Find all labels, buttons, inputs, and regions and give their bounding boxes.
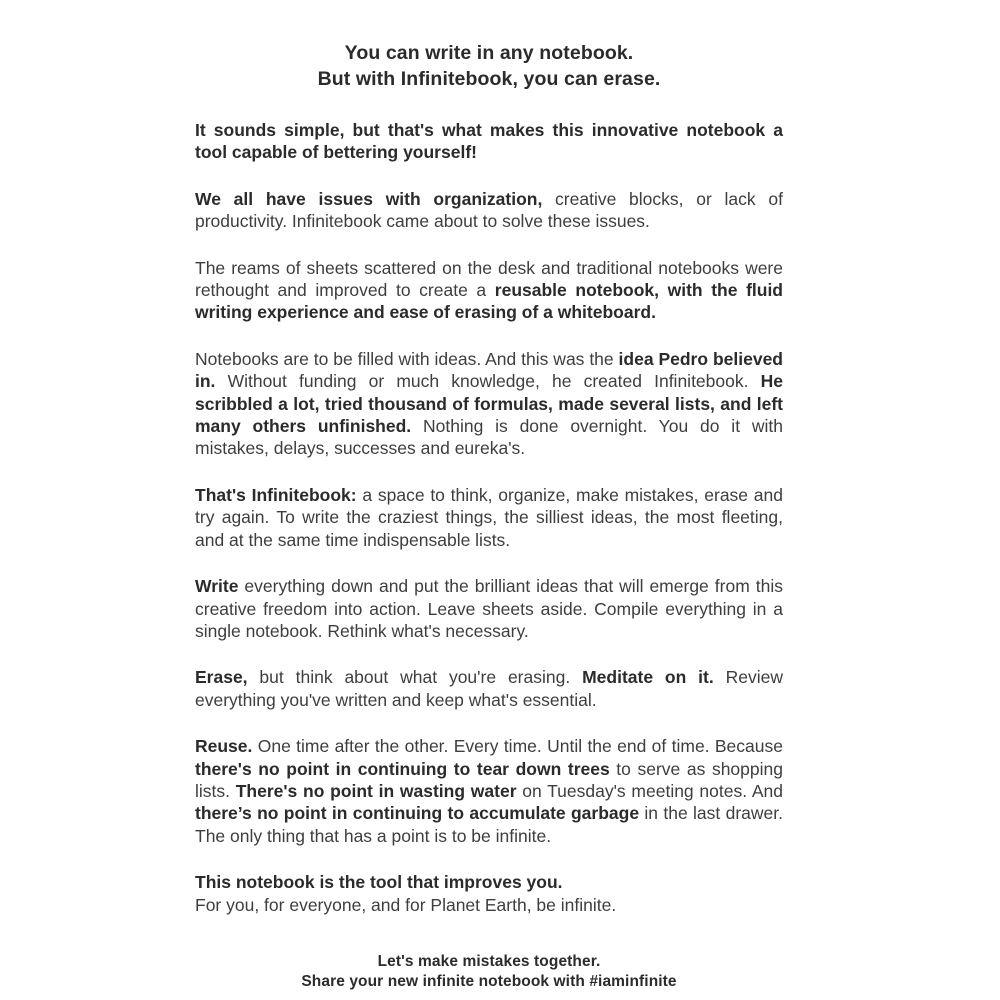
paragraph <box>195 575 783 642</box>
paragraph <box>195 257 783 324</box>
paragraph-bold-run: We all have issues with organization, <box>195 188 543 209</box>
paragraph <box>195 871 783 916</box>
page-title-line-1: You can write in any notebook. <box>344 42 634 64</box>
paragraph-bold-run: Reuse. <box>195 736 253 757</box>
paragraph-bold-run: there’s no point in continuing to accumulate garbage <box>195 803 640 824</box>
paragraph-bold-run: This notebook is the tool that improves you. <box>195 872 563 893</box>
paragraph-bold-run: idea Pedro believed in. <box>195 348 783 392</box>
body-paragraphs <box>195 119 783 916</box>
paragraph-text-run: a space to think, organize, make mistakes, erase and try again. To write the craziest things, the silliest ideas, the most fleeting, and at the same time indispensable lists. <box>195 484 783 550</box>
paragraph-text-run: The reams of sheets scattered on the desk and traditional notebooks were rethought and improved to create a <box>195 257 783 301</box>
paragraph-bold-run: It sounds simple, but that's what makes this innovative notebook a tool capable of bettering yourself! <box>195 120 783 163</box>
paragraph-text-run: everything down and put the brilliant ideas that will emerge from this creative freedom into action. Leave sheets aside. Compile everything in a single notebook. Rethink what's necessary. <box>195 576 783 641</box>
footer-tagline <box>195 952 783 992</box>
paragraph-text-run: Nothing is done overnight. You do it with mistakes, delays, successes and eureka's. <box>195 416 783 459</box>
document-content <box>195 40 783 992</box>
paragraph-text-run: on Tuesday's meeting notes. And <box>516 780 783 801</box>
paragraph <box>195 188 783 233</box>
paragraph <box>195 735 783 847</box>
paragraph-text-run: but think about what you're erasing. <box>247 667 583 688</box>
paragraph-text-run: One time after the other. Every time. Until the end of time. Because <box>252 736 783 757</box>
paragraph <box>195 484 783 551</box>
paragraph-bold-run: Write <box>195 576 239 597</box>
paragraph-bold-run: there's no point in continuing to tear down trees <box>195 758 610 779</box>
page-title-line-2: But with Infinitebook, you can erase. <box>317 68 661 90</box>
paragraph-bold-run: reusable notebook, with the fluid writing experience and ease of erasing of a whiteboard. <box>195 280 783 323</box>
paragraph <box>195 348 783 460</box>
paragraph-text-run: in the last drawer. The only thing that has a point is to be infinite. <box>195 803 783 846</box>
paragraph-bold-run: Meditate on it. <box>582 667 714 688</box>
paragraph-text-run: Review everything you've written and keep what's essential. <box>195 667 784 710</box>
paragraph-bold-run: There's no point in wasting water <box>235 780 517 801</box>
footer-line-2: Share your new infinite notebook with #iaminfinite <box>301 972 677 990</box>
paragraph <box>195 666 783 711</box>
paragraph-bold-run: That's Infinitebook: <box>195 484 357 505</box>
paragraph-text-run: creative blocks, or lack of productivity. Infinitebook came about to solve these issues. <box>195 188 783 232</box>
footer-line-1: Let's make mistakes together. <box>377 952 601 970</box>
paragraph-text-run: to serve as shopping lists. <box>195 758 783 801</box>
paragraph <box>195 119 783 164</box>
paragraph-text-run: Without funding or much knowledge, he created Infinitebook. <box>215 371 761 392</box>
paragraph-text-run: Notebooks are to be filled with ideas. And this was the <box>195 348 619 369</box>
paragraph-bold-run: Erase, <box>195 667 248 688</box>
paragraph-text-run: For you, for everyone, and for Planet Earth, be infinite. <box>195 894 617 915</box>
paragraph-bold-run: He scribbled a lot, tried thousand of formulas, made several lists, and left many others unfinished. <box>195 371 783 437</box>
page-title <box>195 40 783 92</box>
